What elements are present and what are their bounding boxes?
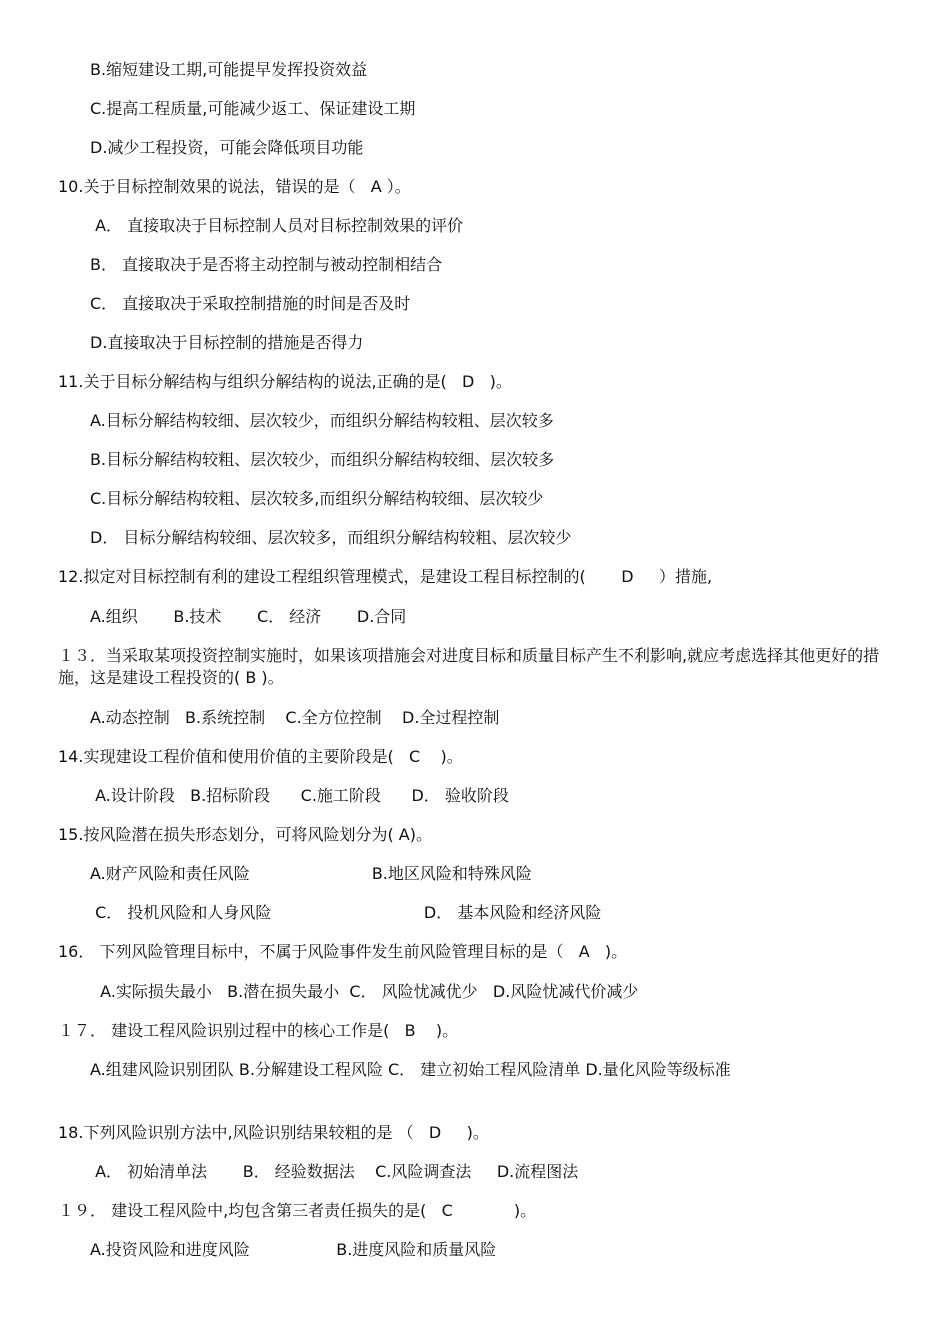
question-13: １３．当采取某项投资控制实施时，如果该项措施会对进度目标和质量目标产生不利影响,就应考虑选择其他更好的措施，这是建设工程投资的( B )。 — [58, 646, 880, 687]
option-11c: C.目标分解结构较粗、层次较多,而组织分解结构较细、层次较少 — [90, 489, 544, 508]
question-14: 14.实现建设工程价值和使用价值的主要阶段是( C )。 — [58, 747, 463, 766]
option-9d: D.减少工程投资，可能会降低项目功能 — [90, 138, 364, 157]
options-15-row1: A.财产风险和责任风险 B.地区风险和特殊风险 — [90, 864, 532, 883]
options-14: A.设计阶段 B.招标阶段 C.施工阶段 D． 验收阶段 — [90, 786, 509, 805]
option-11d: D． 目标分解结构较细、层次较多，而组织分解结构较粗、层次较少 — [90, 528, 572, 547]
option-11b: B.目标分解结构较粗、层次较少，而组织分解结构较细、层次较多 — [90, 450, 555, 469]
option-10b: B． 直接取决于是否将主动控制与被动控制相结合 — [90, 255, 443, 274]
options-12: A.组织 B.技术 C． 经济 D.合同 — [90, 607, 407, 626]
option-10d: D.直接取决于目标控制的措施是否得力 — [90, 333, 364, 352]
options-19: A.投资风险和进度风险 B.进度风险和质量风险 — [90, 1240, 497, 1259]
options-16: A.实际损失最小 B.潜在损失最小 C． 风险忧减优少 D.风险忧减代价减少 — [90, 982, 639, 1001]
option-11a: A.目标分解结构较细、层次较少，而组织分解结构较粗、层次较多 — [90, 411, 554, 430]
question-19: １９． 建设工程风险中,均包含第三者责任损失的是( C )。 — [58, 1201, 537, 1220]
question-12: 12.拟定对目标控制有利的建设工程组织管理模式，是建设工程目标控制的( D ）措施, — [58, 567, 713, 586]
question-11: 11.关于目标分解结构与组织分解结构的说法,正确的是( D )。 — [58, 372, 512, 391]
options-17: A.组建风险识别团队 B.分解建设工程风险 C． 建立初始工程风险清单 D.量化风险等级标准 — [90, 1060, 731, 1079]
question-16: 16． 下列风险管理目标中，不属于风险事件发生前风险管理目标的是（ A )。 — [58, 942, 628, 961]
option-9c: C.提高工程质量,可能减少返工、保证建设工期 — [90, 99, 416, 118]
question-15: 15.按风险潜在损失形态划分，可将风险划分为( A)。 — [58, 825, 432, 844]
options-15-row2: C． 投机风险和人身风险 D． 基本风险和经济风险 — [90, 903, 602, 922]
question-18: 18.下列风险识别方法中,风险识别结果较粗的是 （ D )。 — [58, 1123, 489, 1142]
options-18: A． 初始清单法 B． 经验数据法 C.风险调查法 D.流程图法 — [90, 1162, 579, 1181]
question-17: １７． 建设工程风险识别过程中的核心工作是( B )。 — [58, 1021, 459, 1040]
option-9b: B.缩短建设工期,可能提早发挥投资效益 — [90, 60, 368, 79]
option-10a: A． 直接取决于目标控制人员对目标控制效果的评价 — [90, 216, 464, 235]
question-10: 10.关于目标控制效果的说法，错误的是（ A ）。 — [58, 177, 411, 196]
options-13: A.动态控制 B.系统控制 C.全方位控制 D.全过程控制 — [90, 708, 500, 727]
option-10c: C． 直接取决于采取控制措施的时间是否及时 — [90, 294, 411, 313]
